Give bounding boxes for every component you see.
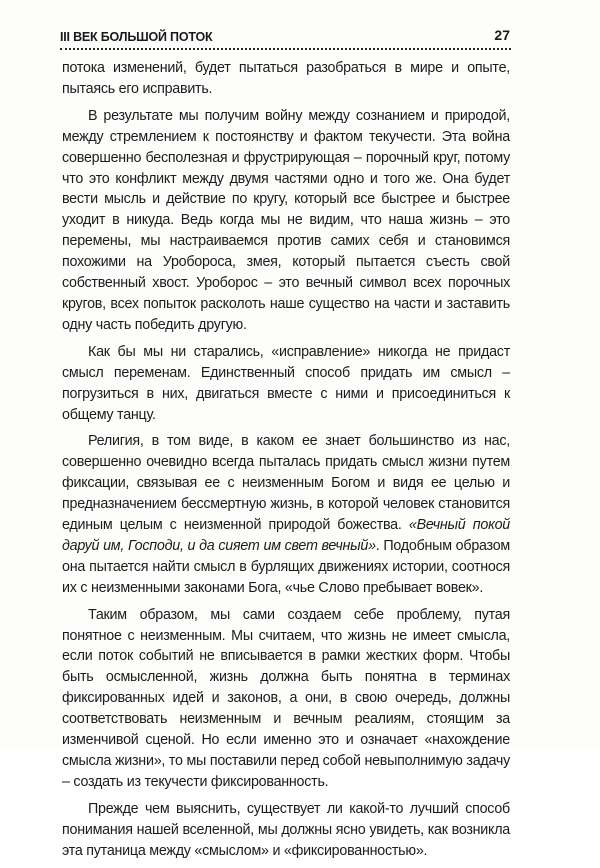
running-head: III ВЕК БОЛЬШОЙ ПОТОК [60, 30, 213, 44]
paragraph-text: Религия, в том виде, в каком ее знает большинство из нас, совершенно очевидно всегда пыталась придать смысл жизни путем фиксации, связывая ее с неизменным Богом и видя ее целью и предназначением бессмертную жизнь, в которой человек становится единым целым с неизменной природой божества. [62, 433, 510, 534]
paragraph: В результате мы получим войну между сознанием и природой, между стремлением к постоянству и фактом текучести. Эта война совершенно бесполезная и фрустрирующая – порочный круг, потому что это конфликт между двумя частями одно и того же. Она будет вести мысль и действие по кругу, который все быстрее и быстрее уходит в никуда. Ведь когда мы не видим, что наша жизнь – это перемены, мы настраиваемся против самих себя и становимся похожими на Уробороса, змея, который пытается съесть свой собственный хвост. Уроборос – это вечный символ всех порочных кругов, всех попыток расколоть наше существо на части и заставить одну часть победить другую. [62, 107, 510, 333]
paragraph: Прежде чем выяснить, существует ли какой-то лучший способ понимания нашей вселенной, мы должны ясно увидеть, как возникла эта путаница между «смыслом» и «фиксированностью». [62, 800, 510, 859]
header-dotted-rule [60, 48, 511, 50]
paragraph-continuation: потока изменений, будет пытаться разобраться в мире и опыте, пытаясь его исправить. [62, 60, 510, 97]
body-text [62, 58, 510, 868]
paragraph: Таким образом, мы сами создаем себе проблему, путая понятное с неизменным. Мы считаем, что жизнь не имеет смысла, если поток событий не вписывается в рамки жестких форм. Чтобы быть осмысленной, жизнь должна быть понятна в терминах фиксированных идей и законов, а они, в свою очередь, должны соответствовать неизменным и вечным реалиям, стоящим за изменчивой сценой. Но если именно это и означает «нахождение смысла жизни», то мы поставили перед собой невыполнимую задачу – создать из текучести фиксированность. [62, 606, 510, 790]
paragraph: Как бы мы ни старались, «исправление» никогда не придаст смысл переменам. Единственный способ придать им смысл – погрузиться в них, двигаться вместе с ними и присоединиться к общему танцу. [62, 343, 510, 423]
italic-quote: «Вечный покой даруй им, Господи, и да сияет им свет вечный» [62, 517, 510, 554]
paragraph [62, 431, 510, 598]
page-header [60, 26, 510, 46]
paragraph-text: . Подобным образом она пытается найти смысл в бурлящих движениях истории, соотнося их с неизменными законами Бога, «чье Слово пребывает вовек». [62, 537, 510, 596]
page-number: 27 [494, 27, 510, 43]
